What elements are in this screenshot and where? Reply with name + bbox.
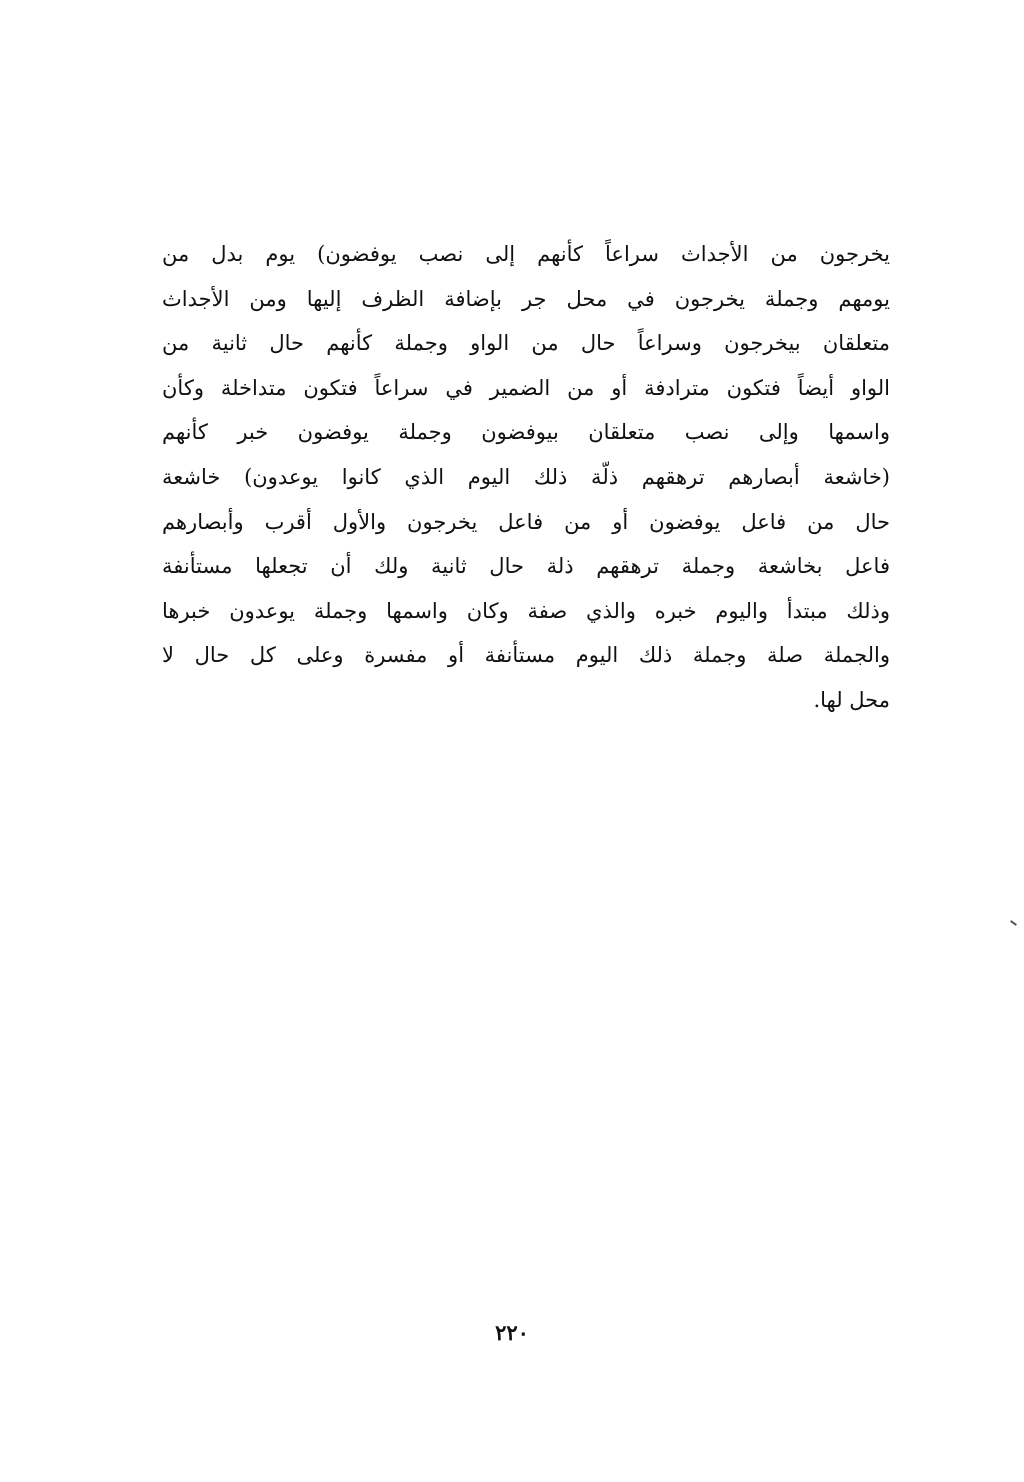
text-line: والجملة صلة وجملة ذلك اليوم مستأنفة أو مفسرة وعلى كل حال لا (162, 643, 890, 668)
text-line: متعلقان بيخرجون وسراعاً حال من الواو وجملة كأنهم حال ثانية من (162, 331, 890, 356)
text-line-last: محل لها. (813, 687, 890, 712)
text-line: يومهم وجملة يخرجون في محل جر بإضافة الظرف إليها ومن الأجداث (162, 286, 890, 311)
text-line: فاعل بخاشعة وجملة ترهقهم ذلة حال ثانية ولك أن تجعلها مستأنفة (162, 554, 890, 579)
body-text (162, 232, 890, 723)
page-number: ٢٢٠ (495, 1320, 529, 1345)
scan-speck (1010, 920, 1017, 926)
text-line: وذلك مبتدأ واليوم خبره والذي صفة وكان واسمها وجملة يوعدون خبرها (162, 598, 890, 623)
text-line: حال من فاعل يوفضون أو من فاعل يخرجون والأول أقرب وأبصارهم (162, 509, 890, 534)
text-line: يخرجون من الأجداث سراعاً كأنهم إلى نصب يوفضون) يوم بدل من (162, 242, 890, 266)
text-line: الواو أيضاً فتكون مترادفة أو من الضمير في سراعاً فتكون متداخلة وكأن (162, 375, 890, 400)
text-line: (خاشعة أبصارهم ترهقهم ذلّة ذلك اليوم الذي كانوا يوعدون) خاشعة (162, 464, 890, 489)
text-line: واسمها وإلى نصب متعلقان بيوفضون وجملة يوفضون خبر كأنهم (162, 420, 890, 445)
